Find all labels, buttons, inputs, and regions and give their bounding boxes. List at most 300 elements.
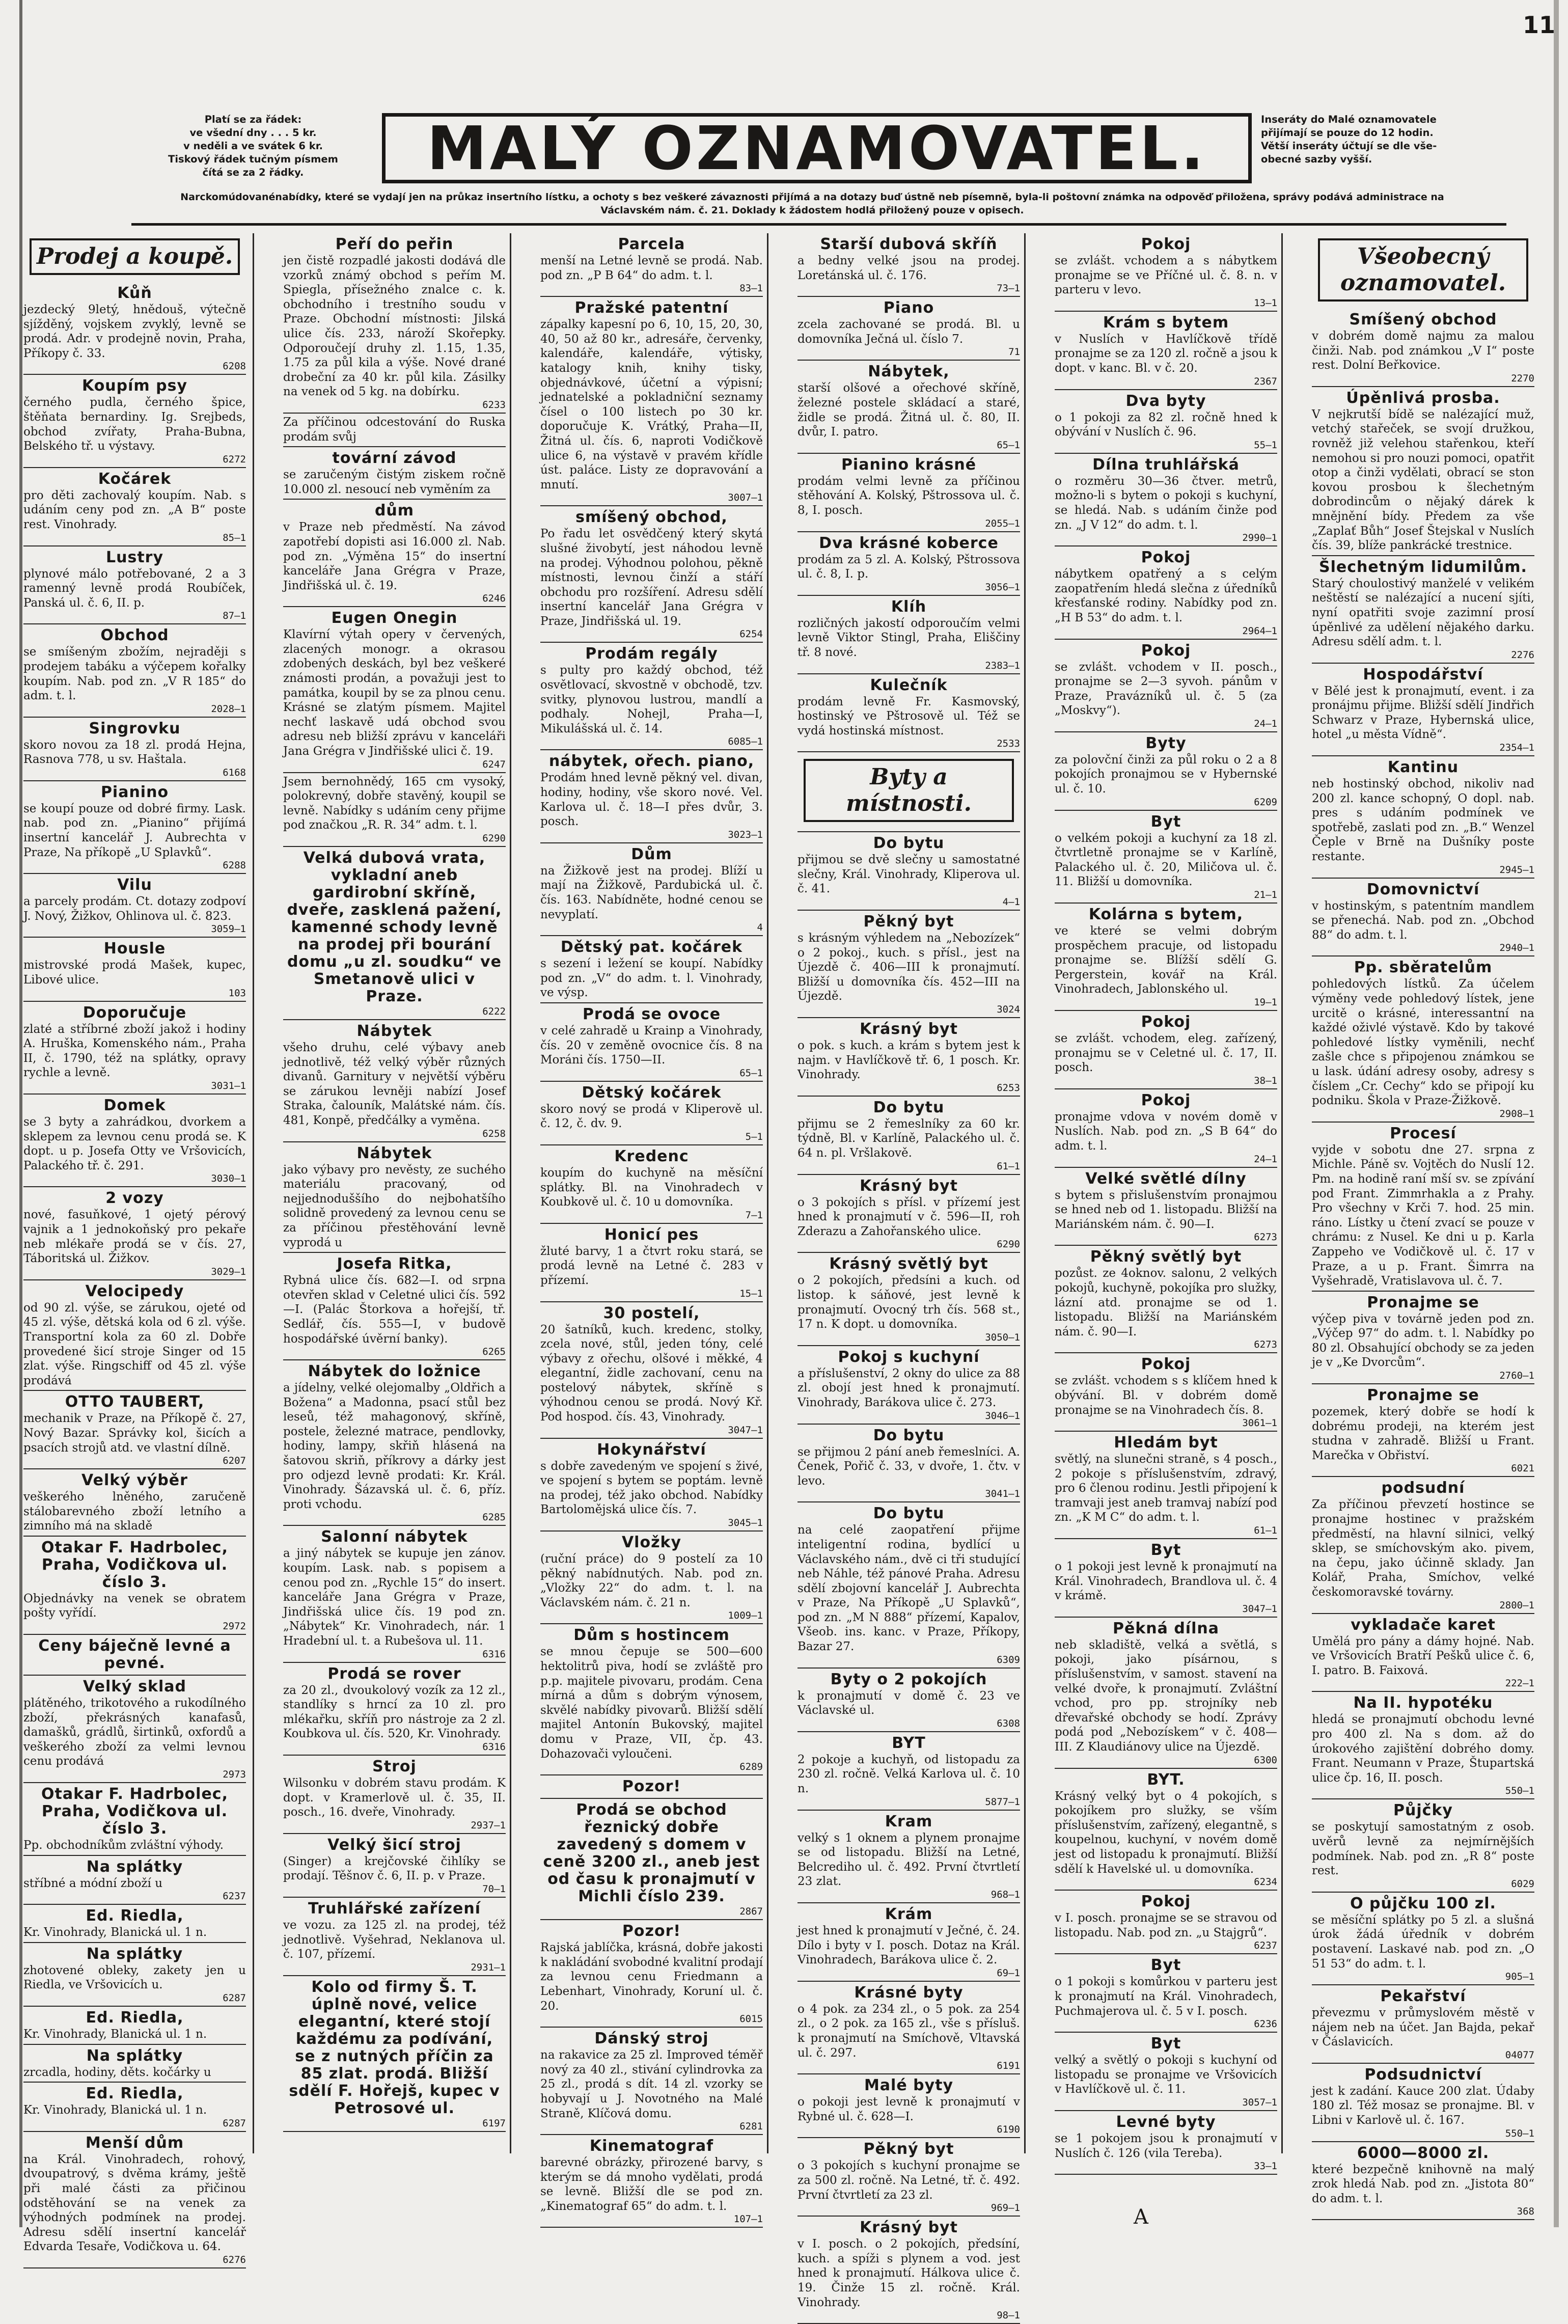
ad-headline: Kolo od firmy Š. T. úplně nové, velice elegantní, které stojí každému za podívání, se z nutných příčin za 85 zlat. prodá. Bližší sdělí F. Hořejš, kupec v Petrosové ul.: [289, 1978, 500, 2117]
ad-number: 6276: [223, 2254, 246, 2265]
classified-ad: [23, 1905, 246, 1943]
ad-text: jest k zadání. Kauce 200 zlat. Údaby 180 zl. Též mosaz se pronajme. Bl. v Libni v Karlově ul. č. 167.: [1312, 2084, 1534, 2127]
ad-number: 6209: [1254, 796, 1277, 808]
classified-ad: [23, 1187, 246, 1280]
column-divider: [253, 233, 254, 2153]
ad-text: světlý, na slunečni straně, s 4 posch., 2 pokoje s příslušenstvím, zdravý, pro 6 členou rodinu. Jestli připojení k tramvaji jest aneb tramvaj nabízí pod zn. „K M C“ do adm. t. l.: [1055, 1453, 1277, 1524]
classified-ad: [283, 1834, 506, 1898]
ad-headline: Prodá se obchod řeznický dobře zavedený s domem v ceně 3200 zl., aneb jest od času k pronajmutí v Michli číslo 239.: [543, 1801, 760, 1906]
ad-headline: Pokoj s kuchyní: [838, 1348, 980, 1366]
ad-number: 3047—1: [1242, 1603, 1277, 1615]
ad-text: ve vozu. za 125 zl. na prodej, též jednotlivě. Vyšehrad, Neklanova ul. č. 107, přízemí.: [283, 1918, 506, 1961]
classified-ad: [540, 1775, 763, 1799]
column-1: [23, 233, 246, 2265]
classified-ad: [1055, 312, 1277, 390]
ad-text: (Singer) a krejčovské čihlíky se prodají. Těšnov č. 6, II. p. v Praze.: [283, 1854, 506, 1883]
ad-headline: 30 postelí,: [603, 1304, 700, 1322]
ad-headline: Pianino krásné: [841, 455, 977, 474]
classified-ad: [283, 1898, 506, 1976]
ad-text: o pokoji jest levně k pronajmutí v Rybné ul. č. 628—I.: [797, 2095, 1020, 2123]
ad-headline: Nábytek: [356, 1022, 432, 1040]
classified-ad: [1055, 811, 1277, 904]
ad-number: 3046—1: [985, 1410, 1020, 1421]
ad-headline: Velké světlé dílny: [1085, 1169, 1247, 1188]
ad-headline: Prodá se ovoce: [582, 1005, 721, 1023]
ad-text: Wilsonku v dobrém stavu prodám. K dopt. v Kramerlově ul. č. 35, II. posch., 16. dveře, Vinohrady.: [283, 1776, 506, 1819]
ad-headline: vykladače karet: [1351, 1616, 1496, 1634]
pricing-box: [133, 113, 373, 189]
ad-text: (ruční práce) do 9 postelí za 10 pěkný nabídnutých. Nab. pod zn. „Vložky 22“ do adm. t. l. na Václavském nám. č. 21 n.: [540, 1552, 763, 1609]
classified-ad: [797, 454, 1020, 532]
classified-ad: [283, 1142, 506, 1253]
column-divider: [767, 233, 768, 2153]
classified-ad: [797, 596, 1020, 674]
ad-text: nové, fasuňkové, 1 ojetý pérový vajnik a 1 jednokoňský pro pekaře neb mlékaře prodá se v čís. 27, Táboritská ul. Žižkov.: [23, 1208, 246, 1266]
ad-text: mechanik v Praze, na Příkopě č. 27, Nový Bazar. Správky kol, šicích a psacích strojů atd. ve vlastní dílně.: [23, 1412, 246, 1455]
ad-headline: Otakar F. Hadrbolec, Praha, Vodičkova ul. číslo 3.: [41, 1538, 228, 1591]
ad-number: 6246: [482, 593, 506, 605]
classified-ad: [1312, 664, 1534, 756]
classified-ad: [540, 506, 763, 643]
ad-number: 968—1: [991, 1889, 1020, 1900]
ad-number: 6208: [223, 361, 246, 372]
section-heading: Byty a místnosti.: [804, 759, 1014, 822]
ad-headline: Pražské patentní: [574, 299, 729, 317]
ad-text: na rakavice za 25 zl. Improved téměř nový za 40 zl., stivání cylindrovka za 25 zl., prodá s dít. 14 zl. vzorky se hobyvají u J. Novotného na Malé Straně, Klíčová domu.: [540, 2048, 763, 2120]
ad-number: 2354—1: [1499, 742, 1534, 754]
classified-ad: [23, 1537, 246, 1635]
ad-text: skoro nový se prodá v Kliperově ul. č. 12, č. dv. 9.: [540, 1102, 763, 1131]
ad-headline: Kantinu: [1387, 758, 1459, 777]
ad-headline: Hledám byt: [1114, 1434, 1218, 1452]
classified-ad: [1055, 1011, 1277, 1089]
ad-headline: Krásný byt: [860, 1177, 958, 1195]
ad-text: Klavírní výtah opery v červených, zlacených monogr. a okrasou zdobených deskách, byl bez veškeré známosti prodán, a považuji jest to památka, koupil by se za plnou cenu. Krásné se zlatým písmem. Majitel nechť laskavě udá obchod svou adresu neb bližší zprávu v kanceláři Jana Grégra v Jindřišské ulici č. 19.: [283, 628, 506, 758]
ad-headline: Kůň: [117, 284, 152, 302]
ad-text: Objednávky na venek se obratem pošty vyřídí.: [23, 1592, 246, 1620]
classified-ad: [797, 1732, 1020, 1811]
ad-text: pronajme vdova v novém domě v Nuslích. Nab. pod zn. „S B 64“ do adm. t. l.: [1055, 1110, 1277, 1153]
ad-headline: Velký sklad: [83, 1678, 186, 1696]
ad-text: se smíšeným zbožím, nejraději s prodejem tabáku a výčepem kořalky koupím. Nab. pod zn. „V R 185“ do adm. t. l.: [23, 645, 246, 703]
ad-text: 2 pokoje a kuchyň, od listopadu za 230 zl. ročně. Velká Karlova ul. č. 10 n.: [797, 1753, 1020, 1796]
ad-headline: Menší dům: [85, 2134, 184, 2152]
ad-text: ve které se velmi dobrým prospěchem pracuje, od listopadu pronajme se. Blížší sdělí G. Pergerstein, kovář na Král. Vinohradech, Jablonského ul.: [1055, 924, 1277, 996]
ad-number: 5877—1: [985, 1796, 1020, 1808]
ad-headline: Pronajme se: [1367, 1386, 1479, 1405]
classified-ad: [540, 233, 763, 297]
classified-ad: [1055, 640, 1277, 732]
classified-ad: [1312, 1692, 1534, 1799]
ad-number: 69—1: [997, 1967, 1020, 1979]
classified-ad: [797, 1903, 1020, 1982]
classified-ad: [540, 1082, 763, 1145]
ad-number: 65—1: [997, 439, 1020, 451]
ad-number: 1009—1: [728, 1610, 763, 1622]
ad-headline: Do bytu: [873, 1426, 945, 1444]
ad-text: v dobrém domě najmu za malou činži. Nab. pod známkou „V I“ poste rest. Dolní Beřkovice.: [1312, 330, 1534, 372]
ad-headline: Pianino: [100, 783, 169, 801]
ad-headline: Krám s bytem: [1103, 313, 1229, 332]
ad-headline: smíšený obchod,: [575, 508, 728, 527]
ad-headline: Pokoj: [1141, 235, 1191, 253]
ad-text: pozemek, který dobře se hodí k dobrému prodeji, na kterém jest studna v zahradě. Bližší u Frant. Marečka v Obřiství.: [1312, 1405, 1534, 1462]
ad-text: na Král. Vinohradech, rohový, dvoupatrový, s dvěma krámy, ještě při malé části za přičinou odstěhování se na venek za výhodných podmínek na prodej. Adresu sdělí insertní kancelář Edvarda Tesaře, Vodičkova u. 64.: [23, 2152, 246, 2254]
ad-headline: Pěkná dílna: [1113, 1619, 1219, 1637]
classified-ad: [797, 2138, 1020, 2217]
ad-text: barevné obrázky, přirozené barvy, s kterým se dá mnoho vydělati, prodá se levně. Bližší dle se pod zn. „Kinematograf 65“ do adm. t. l.: [540, 2156, 763, 2213]
classified-ad: [23, 1002, 246, 1095]
section-heading: Prodej a koupě.: [30, 238, 240, 275]
pricing-line: Tiskový řádek tučným písmem: [168, 153, 338, 165]
ad-number: 04077: [1505, 2049, 1534, 2061]
ad-text: v celé zahradě u Krainp a Vinohrady, čís. 20 v zeměně ovocnice čís. 8 na Moráni čís. 1750—II.: [540, 1024, 763, 1067]
ad-number: 2800—1: [1499, 1599, 1534, 1611]
ad-number: 6236: [1254, 2018, 1277, 2030]
ad-number: 2945—1: [1499, 864, 1534, 876]
classified-ad: [1055, 2033, 1277, 2111]
ad-number: 2867: [739, 1906, 763, 1918]
ad-headline: Pěkný světlý byt: [1090, 1248, 1242, 1266]
pricing-line: čítá se za 2 řádky.: [202, 167, 304, 178]
ad-headline: 2 vozy: [105, 1189, 164, 1208]
classified-ad: [540, 1920, 763, 2028]
ad-number: 6197: [482, 2117, 506, 2129]
ad-headline: Housle: [103, 940, 166, 958]
ad-number: 6308: [997, 1717, 1020, 1729]
classified-ad: [23, 1469, 246, 1537]
classified-ad: [797, 1425, 1020, 1503]
ad-text: Jsem bernohnědý, 165 cm vysoký, polokrevný, dobře stavěný, koupil se levně. Nabídky s udáním ceny přijme pod značkou „R. R. 34“ adm. t. l.: [283, 775, 506, 832]
classified-ad: [1055, 233, 1277, 312]
ad-number: 2760—1: [1499, 1370, 1534, 1382]
ad-headline: Eugen Onegin: [331, 609, 458, 627]
ad-text: jen čistě rozpadlé jakosti dodává dle vzorků známý obchod s peřím M. Spiegla, přísežného znalce c. k. obchodního i trestního soudu v Praze. Obchodní místnosti: Jilská ulice čís. 233, nároží Skořepky. Odporoučejí druhy zl. 1.15, 1.35, 1.75 za půl kila a výše. Nové drané drobeční za 40 kr. půl kila. Zásilky na venek od 5 kg. na dobírku.: [283, 254, 506, 399]
ad-headline: Kram: [885, 1812, 933, 1830]
ad-number: 70—1: [482, 1883, 506, 1895]
classified-ad: [1312, 1799, 1534, 1892]
ad-number: 2383—1: [985, 660, 1020, 671]
classified-ad: [540, 643, 763, 750]
ad-text: v Bělé jest k pronajmutí, event. i za pronájmu přijme. Bližší sdělí Jindřich Schwarz v Praze, Hybernská ulice, hotel „u města Vídně“.: [1312, 684, 1534, 742]
ad-text: které bezpečně knihovně na malý zrok hledá Nab. pod zn. „Jistota 80“ do adm. t. l.: [1312, 2163, 1534, 2205]
ad-text: mistrovské prodá Mašek, kupec, Libové ulice.: [23, 959, 246, 987]
ad-text: všeho druhu, celé výbavy aneb jednotlivě, též velký výběr různých divanů. Garnitury v největší výběru se zárukou levněji nabízí Josef Straka, čalouník, Malátské nám. čís. 481, Konpě, předčálky a vyměna.: [283, 1041, 506, 1127]
ad-headline: Dva byty: [1125, 392, 1206, 410]
ad-text: se měsíční splátky po 5 zl. a slušná úrok žádá úředník v dobrém postavení. Laskavé nab. pod zn. „O 51 53“ do adm. t. l.: [1312, 1913, 1534, 1971]
ad-text: o 1 pokoji s komůrkou v parteru jest k pronajmutí na Král. Vinohradech, Puchmajerova ul. č. 5 v I. posch.: [1055, 1975, 1277, 2018]
ad-text: pohledových lístků. Za účelem výměny vede pohledový lístek, jene urcitě o krásné, interessantní na každé oživlé výstavě. Kdo by takové pohledové lístky vyměnili, nechť zašle chce s připojenou známkou se u lask. údání adresy osoby, adresy s číslem „Cr. Cechy“ kdo se připojí ku podniku. Škola v Praze-Žižkově.: [1312, 977, 1534, 1108]
ad-text: s dobře zavedeným ve spojení s živé, ve spojení s bytem se poptám. levně na prodej, též jako obchod. Nabídky Bartolomějská ulice čís. 7.: [540, 1459, 763, 1517]
classified-ad: [23, 1095, 246, 1187]
classified-ad: [797, 1097, 1020, 1175]
ad-headline: Doporučuje: [82, 1003, 187, 1022]
classified-ad: [23, 1280, 246, 1391]
classified-ad: [797, 361, 1020, 453]
ad-text: starší olšové a ořechové skříně, železné postele skládací a staré, židle se prodá. Žitná ul. č. 80, II. dvůr, I. patro.: [797, 381, 1020, 439]
ad-text: zcela zachované se prodá. Bl. u domovníka Ječná ul. číslo 7.: [797, 318, 1020, 346]
ad-headline: Velocipedy: [85, 1282, 184, 1300]
classified-ad: [1055, 1954, 1277, 2033]
ad-headline: Dům s hostincem: [573, 1626, 730, 1645]
ad-text: se 3 byty a zahrádkou, dvorkem a sklepem za levnou cenu prodá se. K dopt. u p. Josefa Otty ve Vršovicích, Palackého tř. č. 291.: [23, 1115, 246, 1172]
classified-ad: [1312, 309, 1534, 387]
classified-ad: [1055, 1432, 1277, 1539]
classified-ad: [23, 1783, 246, 1856]
ad-text: prodám velmi levně za příčinou stěhování A. Kolský, Pštrossova ul. č. 8, I. posch.: [797, 474, 1020, 517]
classified-ad: [1312, 1123, 1534, 1292]
classified-ad: [23, 2132, 246, 2268]
ad-number: 6273: [1254, 1232, 1277, 1243]
ad-text: prodám levně Fr. Kasmovský, hostinský ve Pštrosově ul. Též se vydá hostinská místnost.: [797, 695, 1020, 737]
classified-ad: [23, 1391, 246, 1469]
ad-text: skoro novou za 18 zl. prodá Hejna, Rasnova 778, u sv. Haštala.: [23, 738, 246, 767]
ad-text: veškerého lněného, zaručeně stálobarevného zboží letního a zimního má na skladě: [23, 1490, 246, 1533]
ad-number: 6281: [739, 2121, 763, 2132]
ad-text: a příslušenství, 2 okny do ulice za 88 zl. obojí jest hned k pronajmutí. Vinohrady, Barákova ulice č. 273.: [797, 1366, 1020, 1409]
classified-ad: [540, 297, 763, 506]
ad-number: 6207: [223, 1455, 246, 1467]
ad-text: se zvlášt. vchodem v II. posch., pronajme se 2—3 syvoh. pánům v Praze, Pravázníků ul. č. 5 (za „Moskvy“).: [1055, 660, 1277, 718]
ad-headline: Pokoj: [1141, 641, 1191, 660]
ad-headline: Smíšený obchod: [1349, 311, 1497, 329]
ad-text: se 1 pokojem jsou k pronajmutí v Nuslích č. 126 (vila Tereba).: [1055, 2131, 1277, 2160]
ad-headline: Hokynářství: [597, 1440, 706, 1459]
column-divider: [1024, 233, 1026, 2153]
ad-number: 6237: [1254, 1940, 1277, 1952]
ad-headline: Pronajme se: [1367, 1293, 1479, 1311]
ad-headline: Pp. sběratelům: [1354, 959, 1493, 977]
ad-headline: Otakar F. Hadrbolec, Praha, Vodičkova ul. číslo 3.: [41, 1785, 228, 1838]
ad-headline: Na II. hypotéku: [1353, 1694, 1493, 1712]
ad-number: 6258: [482, 1128, 506, 1139]
ad-text: zhotovené obleky, zakety jen u Riedla, ve Vršovicích u.: [23, 1963, 246, 1992]
ad-number: 15—1: [739, 1288, 763, 1299]
ad-headline: Šlechetným lidumilům.: [1319, 558, 1527, 576]
ad-number: 969—1: [991, 2202, 1020, 2214]
ad-number: 6287: [223, 1992, 246, 2004]
ad-text: se zvlášt. vchodem a s nábytkem pronajme se ve Příčné ul. č. 8. n. v parteru v levo.: [1055, 254, 1277, 297]
ad-headline: Pokoj: [1141, 549, 1191, 567]
ad-number: 3023—1: [728, 829, 763, 840]
ad-text: s bytem s přislušenstvím pronajmou se hned neb od 1. listopadu. Bližší na Mariánském nám. č. 90—I.: [1055, 1188, 1277, 1231]
classified-ad: [23, 1635, 246, 1676]
classified-ad: [283, 233, 506, 414]
classified-ad: [540, 1145, 763, 1224]
ad-number: 65—1: [739, 1067, 763, 1079]
ad-number: 2990—1: [1242, 532, 1277, 544]
page-number: 11: [1523, 11, 1556, 39]
ad-number: 19—1: [1254, 997, 1277, 1008]
classified-ad: [23, 781, 246, 874]
ad-headline: Kočárek: [98, 470, 172, 488]
ad-number: 4: [757, 922, 763, 934]
ad-number: 6029: [1511, 1878, 1534, 1890]
ad-text: o velkém pokoji a kuchyní za 18 zl. čtvrtletně pronajme se v Karlíně, Palackého ul. č. 20, Miličova ul. č. 11. Bližší u domovníka.: [1055, 831, 1277, 889]
ad-number: 2367: [1254, 375, 1277, 387]
ad-headline: Dům: [631, 845, 672, 863]
classified-ad: [283, 1756, 506, 1834]
ad-text: v I. posch. pronajme se se stravou od listopadu. Nab. pod zn. „u Stajgrů“.: [1055, 1911, 1277, 1939]
ad-number: 3041—1: [985, 1488, 1020, 1500]
ad-text: a parcely prodám. Ct. dotazy zodpoví J. Nový, Žižkov, Ohlinova ul. č. 823.: [23, 895, 246, 923]
column-2: [283, 233, 506, 2153]
ad-number: 6300: [1254, 1754, 1277, 1766]
ad-text: velký s 1 oknem a plynem pronajme se od listopadu. Bližší na Letné, Belcrediho ul. č. 492. První čtvrtletí 23 zlat.: [797, 1831, 1020, 1889]
ad-headline: Peří do peřin: [335, 235, 454, 253]
classified-ad: [1312, 879, 1534, 957]
classified-ad: [283, 1253, 506, 1360]
ad-number: 550—1: [1505, 1785, 1534, 1797]
ad-headline: Procesí: [1390, 1124, 1456, 1142]
classified-ad: [23, 282, 246, 375]
ad-headline: Salonní nábytek: [321, 1528, 468, 1546]
ad-text: plátěného, trikotového a rukodílného zboží, překrásných kanafasů, damašků, grádlů, širtinků, oxfordů a veškerého zboží za velmi levnou cenu prodává: [23, 1697, 246, 1768]
ad-headline: Hospodářství: [1363, 665, 1483, 683]
ad-headline: BYT.: [1147, 1770, 1185, 1789]
classified-ad: [23, 938, 246, 1001]
classified-ad: [540, 1532, 763, 1624]
ad-number: 6285: [482, 1512, 506, 1523]
ad-number: 2533: [997, 738, 1020, 750]
classified-ad: [797, 1175, 1020, 1253]
ad-text: s pulty pro každý obchod, též osvětlovací, skvostně v obchodě, tzv. svitky, plynovou lustrou, mandlí a podhaly. Nohejl, Praha—I, Mikulášská ul. č. 14.: [540, 664, 763, 735]
classified-ad: [283, 1020, 506, 1142]
ad-number: 5—1: [745, 1131, 763, 1142]
ad-number: 33—1: [1254, 2161, 1277, 2172]
ad-number: 368: [1517, 2206, 1534, 2218]
classified-ad: [283, 1526, 506, 1662]
classified-ad: [797, 752, 1020, 832]
classified-ad: [23, 546, 246, 625]
ad-text: V nejkrutší bídě se nalézající muž, vetchý stařeček, se svojí družkou, rovněž již velehou stařenkou, kteří nemohou si pro nouzi pomoci, opatřit otop a činži vydělati, obrací se ston kovou prosbou k šlechetným dobrodincům o nějaký dárek k mnějnění bídy. Předem za vše „Zaplať Bůh“ Josef Štejskal v Nuslích čís. 39, blíže pankrácké trestnice.: [1312, 407, 1534, 553]
classified-ad: [540, 750, 763, 843]
ad-headline: Podsudnictví: [1364, 2065, 1482, 2084]
ad-headline: Dětský kočárek: [582, 1083, 722, 1102]
classified-ad: [797, 832, 1020, 911]
ad-headline: Dílna truhlářská: [1092, 455, 1240, 474]
ad-text: a jiný nábytek se kupuje jen zánov. koupím. Lask. nab. s popisem a cenou pod zn. „Rychle 15“ do insert. kanceláře Jana Grégra v Praze, Jindřišská ulice čís. 19 pod zn. „Nábytek“ Kr. Vinohradech, nár. 1 Hradební ul. t. a Rubešova ul. 11.: [283, 1547, 506, 1648]
ad-text: neb hostinský obchod, nikoliv nad 200 zl. kance schopný, O dopl. nab. pres s udáním podmínek ve spotřebě, zaslati pod zn. „B.“ Wenzel Čeple v Brně na Dušníky poste restante.: [1312, 777, 1534, 864]
classified-ad: [23, 874, 246, 938]
ad-number: 6190: [997, 2124, 1020, 2136]
classified-ad: [797, 911, 1020, 1018]
ad-headline: Byt: [1150, 2035, 1181, 2053]
classified-ad: [23, 468, 246, 546]
ad-headline: Parcela: [618, 235, 685, 253]
ad-headline: Pokoj: [1141, 1013, 1191, 1031]
handwritten-mark: A: [1134, 2205, 1148, 2229]
classified-ad: [1055, 904, 1277, 1011]
ad-number: 550—1: [1505, 2127, 1534, 2139]
ad-text: pozůst. ze 4oknov. salonu, 2 velkých pokojů, kuchyně, pokojíka pro služky, lázní atd. pronajme se od 1. listopadu. Bližší na Mariánském nám. č. 90—I.: [1055, 1267, 1277, 1338]
classified-ad: [283, 1663, 506, 1756]
ad-number: 3057—1: [1242, 2096, 1277, 2108]
ad-text: Kr. Vinohrady, Blanická ul. 1 n.: [23, 2028, 207, 2041]
ad-headline: Klíh: [891, 597, 927, 616]
ad-text: přijmu se 2 řemeslníky za 60 kr. týdně, Bl. v Karlíně, Palackého ul. č. 64 n. pl. Vršlakově.: [797, 1117, 1020, 1160]
classified-ad: [1055, 1539, 1277, 1618]
ad-text: nábytkem opatřený a s celým zaopatřením hledá slečna z úředníků křesťanské rodiny. Nabídky pod zn. „H B 53“ do adm. t. l.: [1055, 567, 1277, 624]
ad-number: 98—1: [997, 2310, 1020, 2321]
ad-text: v Praze neb předměstí. Na závod zapotřebí dopisti asi 16.000 zl. Nab. pod zn. „Výměna 15“ do insertní kanceláře Jana Grégra v Praze, Jindřišská ul. č. 19.: [283, 521, 506, 592]
ad-headline: Stroj: [372, 1757, 417, 1775]
ad-headline: Byty o 2 pokojích: [830, 1670, 987, 1688]
column-divider: [1281, 233, 1283, 2153]
classified-ad: [540, 1302, 763, 1439]
masthead: [133, 113, 1500, 189]
ad-text: stříbné a módní zboží u: [23, 1876, 163, 1890]
ad-text: o 3 pokojích s přísl. v přízemí jest hned k pronajmutí v č. 596—II, roh Zderazu a Zahořanského ulice.: [797, 1195, 1020, 1238]
ad-text: žluté barvy, 1 a čtvrt roku stará, se prodá levně na Letné č. 283 v přízemí.: [540, 1244, 763, 1287]
ad-headline: podsudní: [1381, 1479, 1465, 1497]
classified-ad: [283, 1360, 506, 1526]
ad-number: 3024: [997, 1004, 1020, 1016]
ad-number: 6316: [482, 1648, 506, 1660]
ad-number: 6265: [482, 1346, 506, 1358]
header-note: Narckomúdovanénabídky, které se vydají jen na průkaz insertního lístku, a ochoty s bez veškeré závaznosti přijímá a na dotazy buď ústně neb písemně, byla-li poštovní známka na odpověď přiložena, správy podává administrace na Václavském nám. č. 21. Doklady k žádostem hodlá přiložený pouze v opisech.: [180, 192, 1444, 216]
scan-edge-left: [19, 0, 22, 2227]
section-heading: Všeobecný oznamovatel.: [1318, 238, 1528, 302]
classified-ad: [540, 843, 763, 936]
classified-ad: [1055, 546, 1277, 639]
ad-headline: dům: [374, 502, 415, 520]
ad-headline: Pozor!: [622, 1922, 681, 1940]
ad-number: 6290: [997, 1239, 1020, 1250]
classified-ad: [540, 1439, 763, 1532]
ad-number: 4—1: [1002, 896, 1020, 908]
ad-text: se mnou čepuje se 500—600 hektolitrů piva, hodí se zvláště pro p.p. majitele pivovaru, prodám. Cena mírná a dům s dobrým výnosem, skvělé nabídky pivovarů. Bližší sdělí majitel Antonín Bukovský, majitel domu v Praze, VII, čp. 43. Dohazovači vyloučeni.: [540, 1645, 763, 1761]
pricing-line: ve všední dny . . . 5 kr.: [189, 127, 317, 139]
ad-headline: Kolárna s bytem,: [1088, 906, 1244, 924]
ad-headline: Kulečník: [870, 676, 948, 694]
classified-ad: [797, 1669, 1020, 1732]
ad-text: zápalky kapesní po 6, 10, 15, 20, 30, 40, 50 až 80 kr., adresáře, červenky, kalendáře, kalendáře, výtisky, katalogy knih, knihy tisky, objednávkové, účetní a výpisní; jednatelské a pokladniční seznamy čísel o 100 listech po 30 kr. doporučuje K. Vrátký, Praha—II, Žitná ul. čís. 6, naproti Vodičkově ulice 6, na výstavě v pravém křídle úst. paláce. Listy ze dopravování a mnutí.: [540, 318, 763, 491]
ad-text: za polovční činži za půl roku o 2 a 8 pokojích pronajmou se v Hybernské ul. č. 10.: [1055, 753, 1277, 796]
ad-number: 2972: [223, 1621, 246, 1632]
ad-text: převezmu v průmyslovém městě v nájem neb na účet. Jan Bajda, pekař v Čáslavicích.: [1312, 2006, 1534, 2049]
ad-number: 6309: [997, 1654, 1020, 1665]
ad-text: přijmou se dvě slečny u samostatné slečny, Král. Vinohrady, Kliperova ul. č. 41.: [797, 853, 1020, 896]
ad-headline: Na splátky: [86, 1857, 183, 1876]
scan-edge-right: [1554, 0, 1559, 2227]
ad-headline: Ed. Riedla,: [86, 1907, 184, 1925]
ad-headline: Pokoj: [1141, 1091, 1191, 1109]
ad-number: 2276: [1511, 649, 1534, 661]
ad-headline: Pokoj: [1141, 1893, 1191, 1911]
ad-text: o 1 pokoji jest levně k pronajmutí na Král. Vinohradech, Brandlova ul. č. 4 v krámě.: [1055, 1560, 1277, 1603]
classified-ad: [283, 847, 506, 1020]
classified-ad: [797, 674, 1020, 753]
classified-ad: [797, 1811, 1020, 1903]
ad-number: 6247: [482, 758, 506, 770]
ad-text: Kr. Vinohrady, Blanická ul. 1 n.: [23, 1926, 207, 1939]
ad-headline: Honicí pes: [604, 1225, 699, 1244]
classified-ad: [797, 2217, 1020, 2324]
ad-headline: Piano: [883, 299, 934, 317]
ad-text: o pok. s kuch. a krám s bytem jest k najm. v Havlíčkově tř. 6, 1 posch. Kr. Vinohrady.: [797, 1039, 1020, 1082]
ad-number: 71: [1008, 346, 1020, 358]
ad-number: 87—1: [223, 610, 246, 622]
classified-ad: [283, 500, 506, 607]
ad-headline: Do bytu: [873, 1505, 945, 1523]
ad-text: hledá se pronajmutí obchodu levné pro 400 zl. Na s dom. až do úrokového zajištění dobrého domy. Frant. Neumann v Praze, Štupartská ulice čp. 16, II. posch.: [1312, 1713, 1534, 1785]
classified-ad: [23, 718, 246, 781]
ad-text: jako výbavy pro nevěsty, ze suchého materiálu pracovaný, od nejjednoduššího do nejbohatšího solidně provedený za levnou cenu se za příčinou přestěhování levně vyprodá u: [283, 1163, 506, 1249]
ad-number: 6237: [223, 1891, 246, 1902]
ad-number: 61—1: [1254, 1525, 1277, 1537]
classified-ad: [23, 1856, 246, 1905]
